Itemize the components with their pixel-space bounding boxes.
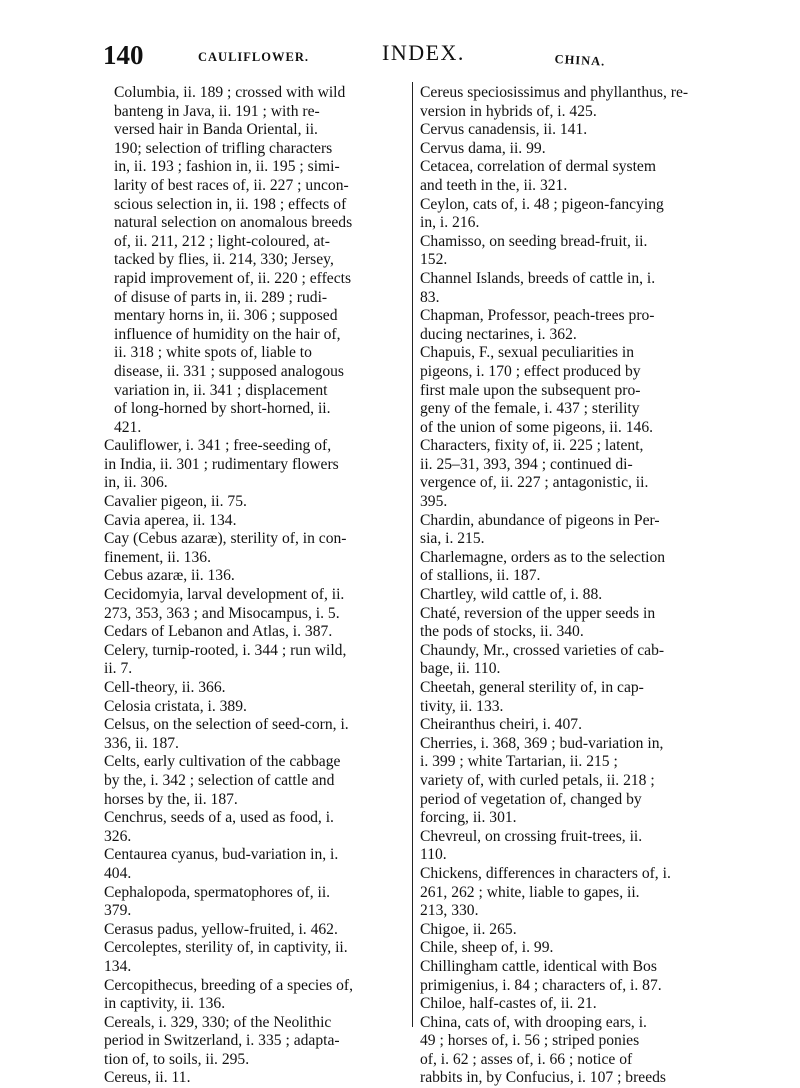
- index-entry-line: 134.: [104, 957, 132, 975]
- index-entry-line: rapid improvement of, ii. 220 ; effects: [114, 269, 352, 287]
- index-entry: [420, 735, 712, 828]
- index-entry: [104, 84, 402, 437]
- index-entry: [420, 84, 712, 121]
- index-entry-line: Ceylon, cats of, i. 48 ; pigeon-fancying: [420, 195, 664, 213]
- index-entry: [420, 140, 712, 159]
- index-entry-line: Cay (Cebus azaræ), sterility of, in con-: [104, 530, 347, 548]
- index-entry-line: 190; selection of trifling characters: [114, 139, 333, 157]
- index-entry: [104, 586, 402, 623]
- index-entry: [104, 623, 402, 642]
- index-entry: [420, 549, 712, 586]
- index-entry-line: the pods of stocks, ii. 340.: [420, 623, 584, 641]
- column-divider: [412, 82, 413, 1027]
- index-entry: [104, 716, 402, 753]
- index-entry-line: Chartley, wild cattle of, i. 88.: [420, 586, 603, 604]
- index-entry: [420, 512, 712, 549]
- index-entry-line: Celts, early cultivation of the cabbage: [104, 753, 341, 771]
- index-entry-line: Chevreul, on crossing fruit-trees, ii.: [420, 827, 643, 845]
- index-entry: [420, 233, 712, 270]
- index-entry: [420, 679, 712, 716]
- index-entry-line: Cervus dama, ii. 99.: [420, 139, 546, 157]
- index-entry-line: in, ii. 193 ; fashion in, ii. 195 ; simi-: [114, 158, 340, 176]
- right-column: [420, 84, 712, 1088]
- index-entry-line: 326.: [104, 827, 132, 845]
- index-entry-line: larity of best races of, ii. 227 ; uncon-: [114, 176, 349, 194]
- index-entry: [420, 1014, 712, 1088]
- index-entry-line: by the, i. 342 ; selection of cattle and: [104, 771, 335, 789]
- index-entry-line: tion of, to soils, ii. 295.: [104, 1050, 250, 1068]
- index-entry-line: Celosia cristata, i. 389.: [104, 697, 247, 715]
- index-entry-line: China, cats of, with drooping ears, i.: [420, 1013, 647, 1031]
- index-entry-line: Chile, sheep of, i. 99.: [420, 939, 554, 957]
- index-entry-line: 152.: [420, 251, 448, 269]
- index-entry: [104, 698, 402, 717]
- index-entry-line: Celery, turnip-rooted, i. 344 ; run wild,: [104, 641, 347, 659]
- index-entry-line: i. 399 ; white Tartarian, ii. 215 ;: [420, 753, 618, 771]
- index-entry: [420, 121, 712, 140]
- index-entry: [420, 437, 712, 511]
- index-entry-line: 404.: [104, 864, 132, 882]
- index-entry-line: ii. 318 ; white spots of, liable to: [114, 344, 312, 362]
- index-entry-line: disease, ii. 331 ; supposed analogous: [114, 362, 344, 380]
- index-entry: [104, 846, 402, 883]
- index-entry: [420, 828, 712, 865]
- index-entry-line: Chiloe, half-castes of, ii. 21.: [420, 995, 597, 1013]
- index-entry: [420, 865, 712, 921]
- index-entry-line: Chamisso, on seeding bread-fruit, ii.: [420, 232, 648, 250]
- index-entry-line: primigenius, i. 84 ; characters of, i. 87.: [420, 976, 662, 994]
- index-entry-line: Cephalopoda, spermatophores of, ii.: [104, 883, 331, 901]
- index-entry-line: banteng in Java, ii. 191 ; with re-: [114, 102, 320, 120]
- index-entry-line: Cervus canadensis, ii. 141.: [420, 121, 588, 139]
- index-entry-line: Cereus speciosissimus and phyllanthus, re-: [420, 84, 689, 101]
- left-column: [104, 84, 402, 1088]
- index-entry: [104, 977, 402, 1014]
- index-entry: [104, 642, 402, 679]
- index-entry-line: Cecidomyia, larval development of, ii.: [104, 586, 345, 604]
- index-entry-line: Cerasus padus, yellow-fruited, i. 462.: [104, 920, 338, 938]
- index-entry-line: of, i. 62 ; asses of, i. 66 ; notice of: [420, 1050, 633, 1068]
- index-entry-line: Cheiranthus cheiri, i. 407.: [420, 716, 582, 734]
- index-entry: [104, 512, 402, 531]
- index-entry-line: Chickens, differences in characters of, i.: [420, 864, 671, 882]
- index-entry-line: Charlemagne, orders as to the selection: [420, 548, 666, 566]
- index-entry-line: of disuse of parts in, ii. 289 ; rudi-: [114, 288, 328, 306]
- index-entry-line: Cercopithecus, breeding of a species of,: [104, 976, 353, 994]
- index-entry-line: Cavia aperea, ii. 134.: [104, 511, 237, 529]
- index-entry-line: in, ii. 306.: [104, 474, 168, 492]
- index-entry-line: period of vegetation of, changed by: [420, 790, 642, 808]
- index-entry-line: Chigoe, ii. 265.: [420, 920, 517, 938]
- index-entry-line: horses by the, ii. 187.: [104, 790, 238, 808]
- index-entry: [420, 158, 712, 195]
- index-entry-line: period in Switzerland, i. 335 ; adapta-: [104, 1032, 340, 1050]
- index-entry-line: Cauliflower, i. 341 ; free-seeding of,: [104, 437, 332, 455]
- index-entry-line: first male upon the subsequent pro-: [420, 381, 641, 399]
- index-entry: [104, 1014, 402, 1070]
- index-entry-line: Cheetah, general sterility of, in cap-: [420, 679, 644, 696]
- index-entry-line: 336, ii. 187.: [104, 734, 179, 752]
- index-entry: [420, 921, 712, 940]
- index-entry: [420, 995, 712, 1014]
- index-entry-line: of long-horned by short-horned, ii.: [114, 400, 331, 418]
- index-entry: [104, 939, 402, 976]
- index-entry-line: pigeons, i. 170 ; effect produced by: [420, 362, 641, 380]
- index-entry: [104, 884, 402, 921]
- index-entry-line: Celsus, on the selection of seed-corn, i.: [104, 716, 349, 734]
- index-entry: [104, 567, 402, 586]
- index-entry-line: 83.: [420, 288, 440, 306]
- running-head-right: CHINA.: [554, 52, 606, 69]
- index-entry-line: Cercoleptes, sterility of, in captivity, ii.: [104, 939, 348, 957]
- index-entry-line: tivity, ii. 133.: [420, 697, 504, 715]
- index-entry-line: forcing, ii. 301.: [420, 809, 517, 827]
- running-title: INDEX.: [382, 40, 465, 65]
- index-entry-line: influence of humidity on the hair of,: [114, 325, 341, 343]
- index-entry-line: Cetacea, correlation of dermal system: [420, 158, 656, 176]
- index-entry-line: Characters, fixity of, ii. 225 ; latent,: [420, 437, 644, 455]
- index-entry: [420, 716, 712, 735]
- index-entry-line: ii. 25–31, 393, 394 ; continued di-: [420, 455, 633, 473]
- index-entry-line: of, ii. 211, 212 ; light-coloured, at-: [114, 232, 330, 250]
- index-entry-line: in India, ii. 301 ; rudimentary flowers: [104, 455, 339, 473]
- index-entry: [420, 605, 712, 642]
- index-entry-line: 261, 262 ; white, liable to gapes, ii.: [420, 883, 640, 901]
- index-entry-line: Cherries, i. 368, 369 ; bud-variation in,: [420, 734, 664, 752]
- index-entry-line: 379.: [104, 902, 132, 920]
- index-entry-line: in, i. 216.: [420, 214, 480, 232]
- index-entry-line: version in hybrids of, i. 425.: [420, 102, 597, 120]
- index-entry-line: Cedars of Lebanon and Atlas, i. 387.: [104, 623, 333, 641]
- index-entry: [420, 270, 712, 307]
- index-entry: [420, 586, 712, 605]
- index-entry: [420, 307, 712, 344]
- index-entry-line: in captivity, ii. 136.: [104, 995, 226, 1013]
- index-entry-line: 395.: [420, 493, 448, 511]
- running-head-left: CAULIFLOWER.: [198, 50, 309, 64]
- index-entry: [104, 530, 402, 567]
- index-entry-line: Chapman, Professor, peach-trees pro-: [420, 307, 655, 325]
- index-entry-line: bage, ii. 110.: [420, 660, 501, 678]
- index-entry: [104, 921, 402, 940]
- index-entry-line: Cavalier pigeon, ii. 75.: [104, 493, 247, 511]
- index-entry-line: Chardin, abundance of pigeons in Per-: [420, 511, 660, 529]
- index-entry-line: ii. 7.: [104, 660, 133, 678]
- index-entry-line: Cebus azaræ, ii. 136.: [104, 567, 235, 585]
- index-entry-line: 273, 353, 363 ; and Misocampus, i. 5.: [104, 604, 340, 622]
- index-entry-line: tacked by flies, ii. 214, 330; Jersey,: [114, 251, 334, 269]
- index-entry: [104, 809, 402, 846]
- index-entry-line: Chillingham cattle, identical with Bos: [420, 957, 657, 975]
- index-entry-line: sia, i. 215.: [420, 530, 485, 548]
- index-entry-line: of stallions, ii. 187.: [420, 567, 541, 585]
- index-entry-line: mentary horns in, ii. 306 ; supposed: [114, 307, 338, 325]
- index-entry-line: 110.: [420, 846, 447, 864]
- page-header: [0, 0, 800, 80]
- index-entry-line: ducing nectarines, i. 362.: [420, 325, 577, 343]
- index-entry: [420, 344, 712, 437]
- index-entry-line: finement, ii. 136.: [104, 548, 211, 566]
- index-entry-line: geny of the female, i. 437 ; sterility: [420, 400, 640, 418]
- index-entry: [104, 437, 402, 493]
- index-entry-line: Cenchrus, seeds of a, used as food, i.: [104, 809, 334, 827]
- index-entry: [420, 958, 712, 995]
- index-entry-line: Chaundy, Mr., crossed varieties of cab-: [420, 641, 665, 659]
- index-entry-line: natural selection on anomalous breeds: [114, 214, 353, 232]
- index-entry-line: Chaté, reversion of the upper seeds in: [420, 604, 656, 622]
- index-entry-line: Cereals, i. 329, 330; of the Neolithic: [104, 1013, 332, 1031]
- index-entry-line: Centaurea cyanus, bud-variation in, i.: [104, 846, 339, 864]
- index-entry-line: Channel Islands, breeds of cattle in, i.: [420, 269, 656, 287]
- index-entry-line: rabbits in, by Confucius, i. 107 ; breeds: [420, 1069, 667, 1087]
- index-entry-line: Cell-theory, ii. 366.: [104, 679, 226, 696]
- page-number: 140: [103, 40, 144, 70]
- index-entry: [104, 753, 402, 809]
- index-entry-line: 421.: [114, 418, 142, 436]
- index-entry-line: and teeth in the, ii. 321.: [420, 176, 568, 194]
- index-entry-line: 213, 330.: [420, 902, 479, 920]
- index-entry: [104, 1069, 402, 1088]
- index-entry-line: versed hair in Banda Oriental, ii.: [114, 121, 318, 139]
- index-entry-line: Cereus, ii. 11.: [104, 1069, 191, 1087]
- index-entry-line: variety of, with curled petals, ii. 218 ;: [420, 771, 655, 789]
- index-entry-line: of the union of some pigeons, ii. 146.: [420, 418, 654, 436]
- index-entry: [104, 493, 402, 512]
- index-entry-line: Chapuis, F., sexual peculiarities in: [420, 344, 634, 362]
- index-entry-line: variation in, ii. 341 ; displacement: [114, 381, 328, 399]
- index-entry-line: vergence of, ii. 227 ; antagonistic, ii.: [420, 474, 649, 492]
- index-entry-line: 49 ; horses of, i. 56 ; striped ponies: [420, 1032, 640, 1050]
- index-entry-line: scious selection in, ii. 198 ; effects of: [114, 195, 347, 213]
- index-entry: [420, 642, 712, 679]
- index-entry: [420, 196, 712, 233]
- index-entry: [420, 939, 712, 958]
- index-entry-line: Columbia, ii. 189 ; crossed with wild: [114, 84, 346, 101]
- index-entry: [104, 679, 402, 698]
